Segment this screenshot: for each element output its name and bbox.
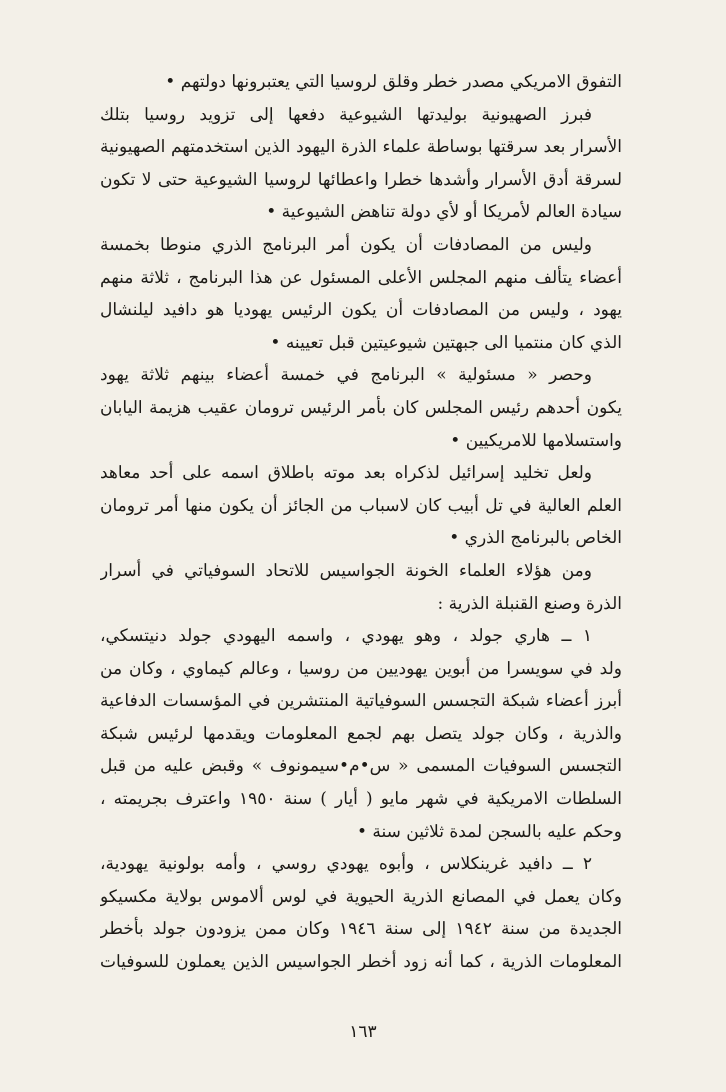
text-line: سيادة العالم لأمريكا أو لأي دولة تناهض الشيوعية • — [266, 202, 622, 223]
text-line: العلم العالية في تل أبيب كان لاسباب من الجائز أن يكون منها أمر ترومان — [100, 495, 622, 516]
text-line: الذرة وصنع القنبلة الذرية : — [437, 593, 622, 614]
text-line: السلطات الامريكية في شهر مايو ( أيار ) سنة ١٩٥٠ واعترف بجريمته ، — [100, 789, 622, 810]
text-line: الأسرار بعد سرقتها بوساطة علماء الذرة اليهود الذين استخدمتهم الصهيونية — [100, 137, 622, 158]
page-body-text — [100, 66, 622, 979]
text-line: واستسلامها للامريكيين • — [450, 430, 622, 451]
text-line: المعلومات الذرية ، كما أنه زود أخطر الجواسيس الذين يعملون للسوفيات — [100, 952, 622, 973]
text-line: وليس من المصادفات أن يكون أمر البرنامج الذري منوطا بخمسة — [100, 234, 592, 255]
page-number: ١٦٣ — [349, 1022, 377, 1042]
text-line: ومن هؤلاء العلماء الخونة الجواسيس للاتحاد السوفياتي في أسرار — [100, 560, 592, 581]
text-line: فبرز الصهيونية بوليدتها الشيوعية دفعها إلى تزويد روسيا بتلك — [100, 104, 592, 125]
text-line: وكان يعمل في المصانع الذرية الحيوية في لوس ألاموس بولاية مكسيكو — [100, 886, 622, 907]
text-line: الخاص بالبرنامج الذري • — [449, 528, 622, 549]
text-line: لسرقة أدق الأسرار وأشدها خطرا واعطائها لروسيا الشيوعية حتى لا تكون — [100, 169, 622, 190]
text-line: أعضاء يتألف منهم المجلس الأعلى المسئول عن هذا البرنامج ، ثلاثة منهم — [100, 267, 622, 288]
text-line: التفوق الامريكي مصدر خطر وقلق لروسيا التي يعتبرونها دولتهم • — [165, 72, 622, 92]
text-line: ٢ ــ دافيد غرينكلاس ، وأبوه يهودي روسي ، وأمه بولونية يهودية، — [100, 854, 592, 875]
text-line: وحصر « مسئولية » البرنامج في خمسة أعضاء بينهم ثلاثة يهود — [100, 365, 592, 386]
text-line: ولعل تخليد إسرائيل لذكراه بعد موته باطلاق اسمه على أحد معاهد — [100, 463, 592, 484]
text-line: ١ ــ هاري جولد ، وهو يهودي ، واسمه اليهودي جولد دنيتسكي، — [100, 626, 592, 647]
text-line: يهود ، وليس من المصادفات أن يكون الرئيس يهوديا هو دافيد ليلنشال — [100, 300, 622, 321]
text-line: الذي كان منتميا الى جبهتين شيوعيتين قبل تعيينه • — [270, 332, 622, 353]
text-line: ولد في سويسرا من أبوين يهوديين من روسيا ، وعالم كيماوي ، وكان من — [100, 658, 622, 679]
text-line: يكون أحدهم رئيس المجلس كان بأمر الرئيس ترومان عقيب هزيمة اليابان — [100, 397, 622, 418]
text-line: أبرز أعضاء شبكة التجسس السوفياتية المنتشرين في المؤسسات الدفاعية — [100, 691, 622, 712]
text-line: الجديدة من سنة ١٩٤٢ إلى سنة ١٩٤٦ وكان ممن يزودون جولد بأخطر — [100, 919, 622, 940]
text-line: والذرية ، وكان جولد يتصل بهم لجمع المعلومات ويقدمها لرئيس شبكة — [100, 723, 622, 744]
text-line: وحكم عليه بالسجن لمدة ثلاثين سنة • — [356, 821, 622, 842]
text-line: التجسس السوفيات المسمى « س•م•سيمونوف » وقبض عليه من قبل — [100, 756, 622, 777]
